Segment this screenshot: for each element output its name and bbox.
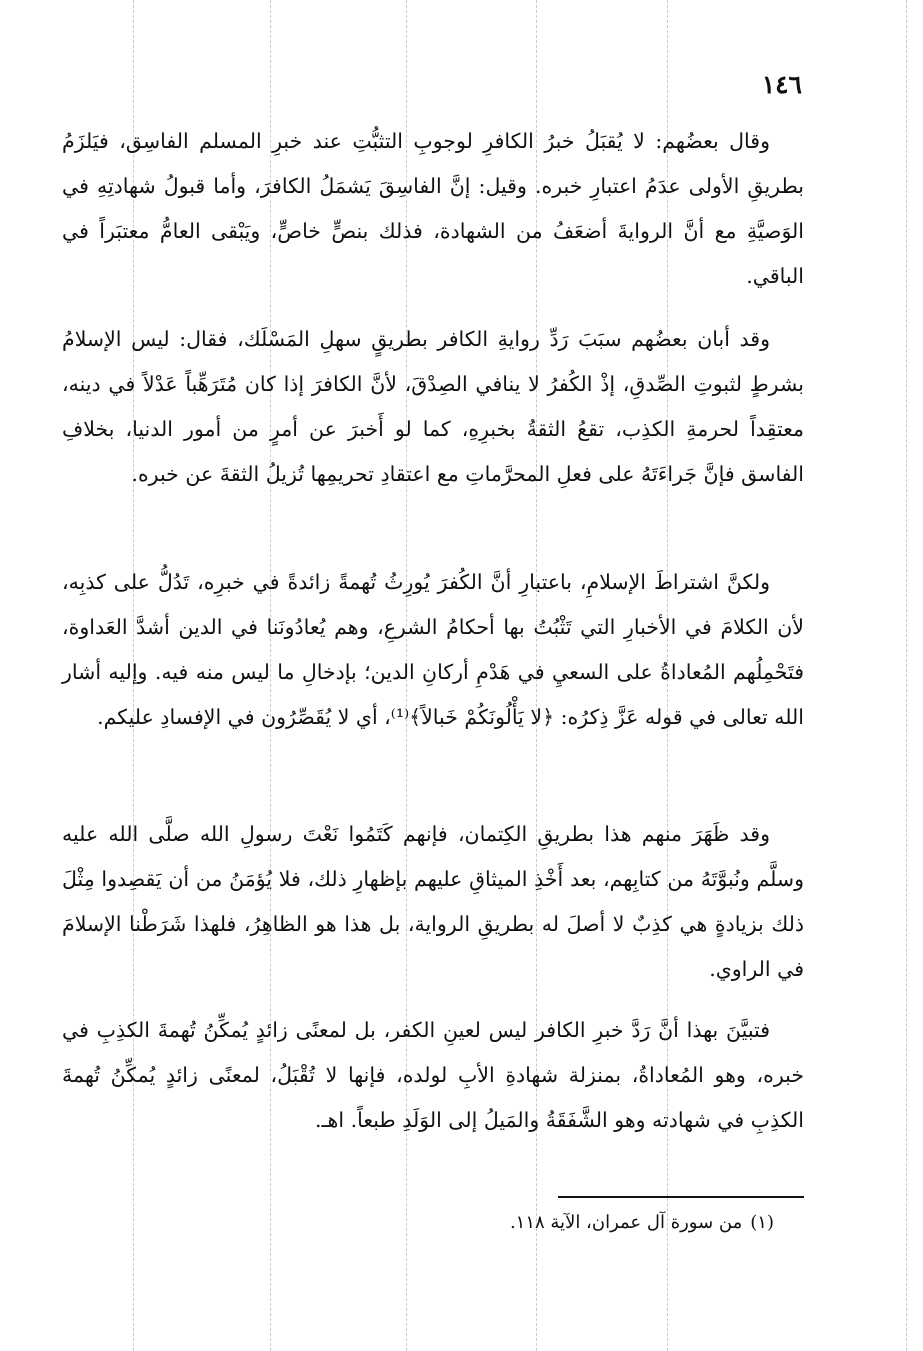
paragraph-1: وقال بعضُهم: لا يُقبَلُ خبرُ الكافرِ لوجوبِ التثبُّتِ عند خبرِ المسلم الفاسِق، فيَلزَمُ بطريقِ الأولى عدَمُ اعتبارِ خبره. وقيل: إنَّ الفاسِقَ يَشمَلُ الكافرَ، وأما قبولُ شهادتِهِ في الوَصيَّةِ مع أنَّ الروايةَ أضعَفُ من الشهادة، فذلك بنصٍّ خاصٍّ، ويَبْقى العامُّ معتبَراً في الباقي. xyxy=(62,129,804,288)
footnote-separator xyxy=(558,1196,804,1198)
footnote xyxy=(510,1208,774,1238)
paragraph-2: وقد أبان بعضُهم سبَبَ رَدِّ روايةِ الكافر بطريقٍ سهلِ المَسْلَك، فقال: ليس الإسلامُ بشرطٍ لثبوتِ الصِّدقِ، إذْ الكُفرُ لا ينافي الصِدْقَ، لأنَّ الكافرَ إذا كان مُتَرَهِّباً عَدْلاً في دينه، معتقِداً لحرمةِ الكذِب، تقعُ الثقةُ بخبرِهِ، كما لو أَخبرَ عن أمرٍ من أمور الدنيا، بخلافِ الفاسق فإنَّ جَراءَتَهُ على فعلِ المحرَّماتِ مع اعتقادِ تحريمِها تُزيلُ الثقةَ عن خبره. xyxy=(62,327,804,486)
paragraph-3: ولكنَّ اشتراطَ الإسلامِ، باعتبارِ أنَّ الكُفرَ يُورِثُ تُهمةً زائدةً في خبرِه، تَدُلُّ على كذبِه، لأن الكلامَ في الأخبارِ التي تَثْبُتُ بها أحكامُ الشرعِ، وهم يُعادُونَنا في الدين أشدَّ العَداوة، فتَحْمِلُهم المُعاداةُ على السعيِ في هَدْمِ أركانِ الدين؛ بإدخالِ ما ليس منه فيه. وإليه أشار الله تعالى في قوله عَزَّ ذِكرُه: ﴿لا يَأْلُونَكُمْ خَبالاً﴾⁽¹⁾، أي لا يُقَصِّرُون في الإفسادِ عليكم. xyxy=(62,570,804,729)
paragraph-5: فتبيَّنَ بهذا أنَّ رَدَّ خبرِ الكافر ليس لعينِ الكفر، بل لمعنًى زائدٍ يُمكِّنُ تُهمةَ الكذِبِ في خبره، وهو المُعاداةُ، بمنزلة شهادةِ الأبِ لولده، فإنها لا تُقْبَلُ، لمعنًى زائدٍ يُمكِّنُ تُهمةَ الكذِبِ في شهادته وهو الشَّفَقَةُ والمَيلُ إلى الوَلَدِ طبعاً. اهـ. xyxy=(62,1018,804,1132)
paragraph-4: وقد ظَهَرَ منهم هذا بطريقِ الكِتمان، فإنهم كَتَمُوا نَعْتَ رسولِ الله صلَّى الله عليه وسلَّم ونُبوَّتَهُ من كتابِهم، بعد أَخْذِ الميثاقِ عليهم بإظهارِ ذلك، فلا يُؤمَنُ من أن يَقصِدوا مِثْلَ ذلك بزيادةٍ هي كذِبٌ لا أصلَ له بطريقِ الرواية، بل هذا هو الظاهِرُ، فلهذا شَرَطْنا الإسلامَ في الراوي. xyxy=(62,822,804,981)
scan-guide-line xyxy=(906,0,907,1351)
footnote-marker: (١) xyxy=(750,1212,774,1233)
book-page xyxy=(48,0,804,1351)
page-number: ١٤٦ xyxy=(761,70,802,99)
footnote-text: من سورة آل عمران، الآية ١١٨. xyxy=(509,1212,743,1233)
